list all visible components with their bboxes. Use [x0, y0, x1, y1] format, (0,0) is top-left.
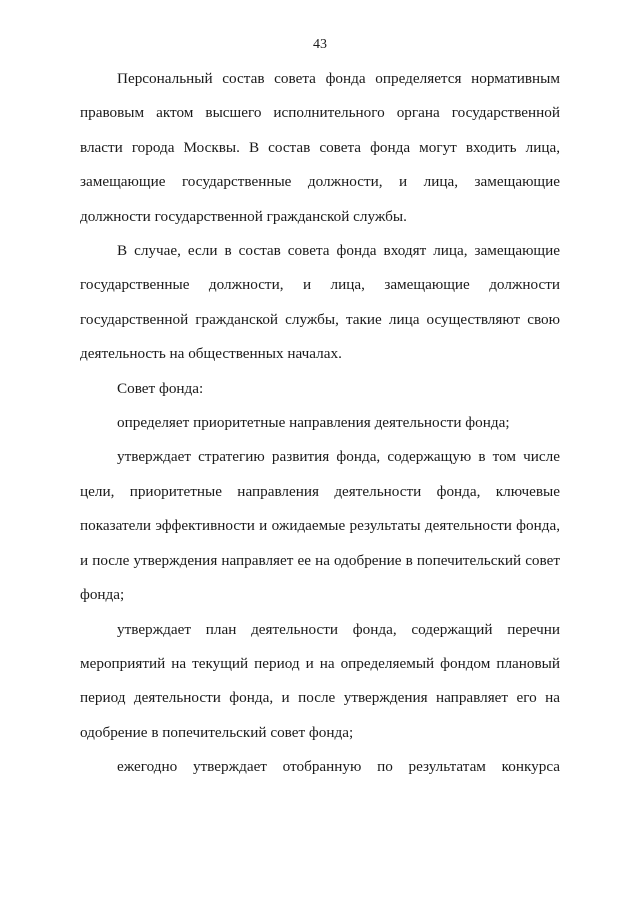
body-text: [80, 62, 560, 785]
paragraph-public-basis: В случае, если в состав совета фонда входят лица, замещающие государственные должности, и лица, замещающие должности государственной гражданской службы, такие лица осуществляют свою деятельность на общественных началах.: [80, 242, 560, 363]
paragraph-activity-plan: утверждает план деятельности фонда, содержащий перечни мероприятий на текущий период и на определяемый фондом плановый период деятельности фонда, и после утверждения направляет его на одобрение в попечительский совет фонда;: [80, 620, 560, 741]
paragraph-council-composition: Персональный состав совета фонда определяется нормативным правовым актом высшего исполнительного органа государственной власти города Москвы. В состав совета фонда могут входить лица, замещающие государственные должности, и лица, замещающие должности государственной гражданской службы.: [80, 70, 560, 225]
paragraph-annual-approval: ежегодно утверждает отобранную по результатам конкурса: [117, 758, 560, 776]
page-number: 43: [313, 37, 327, 52]
paragraph-priority-directions: определяет приоритетные направления деятельности фонда;: [117, 414, 510, 432]
paragraph-council-heading: Совет фонда:: [117, 379, 204, 397]
paragraph-development-strategy: утверждает стратегию развития фонда, содержащую в том числе цели, приоритетные направления деятельности фонда, ключевые показатели эффективности и ожидаемые результаты деятельности фонда, и после утверждения направляет ее на одобрение в попечительский совет фонда;: [80, 448, 560, 604]
